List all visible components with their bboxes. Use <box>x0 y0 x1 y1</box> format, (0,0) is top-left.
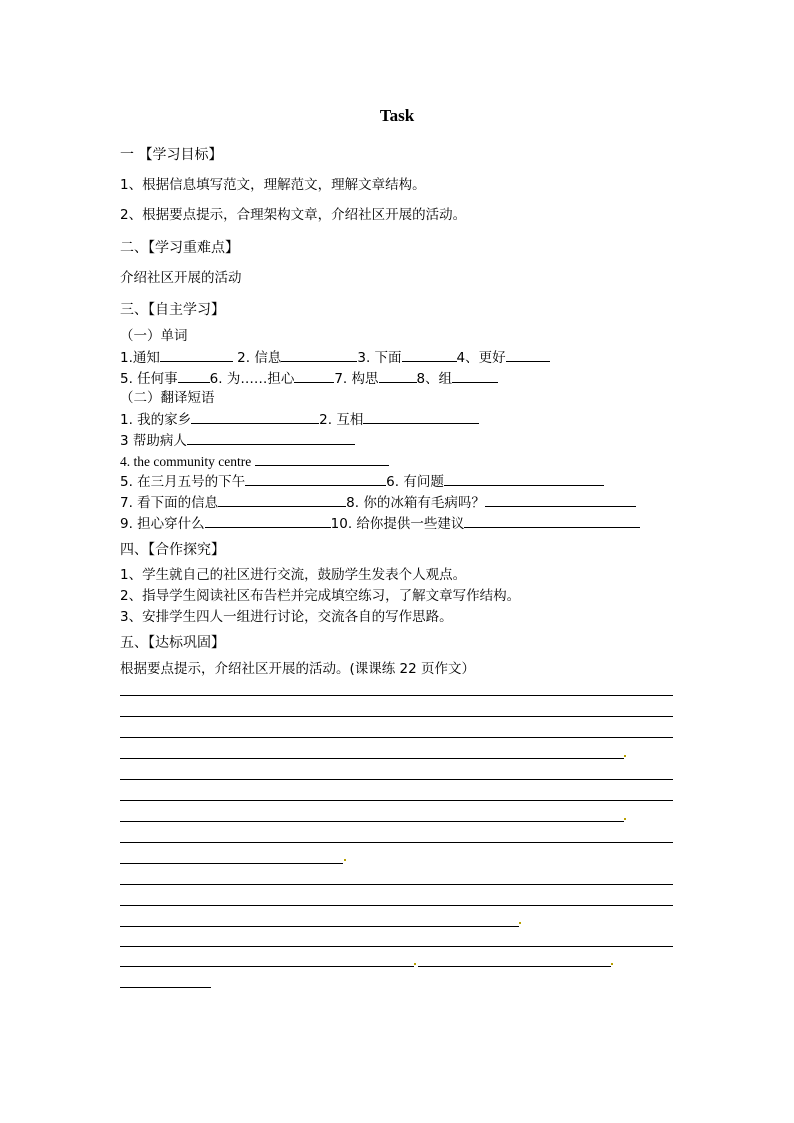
phrase-row <box>120 513 640 534</box>
answer-blank[interactable] <box>160 347 233 362</box>
answer-blank[interactable] <box>255 451 389 466</box>
word-prompt: 3. 下面 <box>357 350 402 366</box>
stray-mark <box>624 818 626 820</box>
answer-blank[interactable] <box>506 347 550 362</box>
answer-blank[interactable] <box>191 409 319 424</box>
subsection-phrases: （二）翻译短语 <box>120 390 215 406</box>
objective-1: 1、根据信息填写范文，理解范文，理解文章结构。 <box>120 177 426 193</box>
section-2-heading: 二、【学习重难点】 <box>120 240 239 256</box>
word-prompt: 4、更好 <box>456 350 506 366</box>
writing-line[interactable] <box>120 987 211 988</box>
phrase-row <box>120 430 355 451</box>
phrase-prompt: 7. 看下面的信息 <box>120 495 219 511</box>
answer-blank[interactable] <box>444 471 604 486</box>
answer-blank[interactable] <box>294 368 334 383</box>
writing-line[interactable] <box>418 966 611 967</box>
word-prompt: 2. 信息 <box>232 350 282 366</box>
stray-mark <box>344 859 346 861</box>
answer-blank[interactable] <box>218 492 346 507</box>
stray-mark <box>624 755 626 757</box>
word-prompt: 6. 为……担心 <box>209 371 295 387</box>
writing-line[interactable] <box>120 800 673 801</box>
answer-blank[interactable] <box>205 513 331 528</box>
writing-line[interactable] <box>120 842 673 843</box>
activity-3: 3、安排学生四人一组进行讨论，交流各自的写作思路。 <box>120 609 453 625</box>
answer-blank[interactable] <box>187 430 355 445</box>
key-point: 介绍社区开展的活动 <box>120 270 242 286</box>
answer-blank[interactable] <box>402 347 457 362</box>
phrase-prompt: 8. 你的冰箱有毛病吗？ <box>346 495 485 511</box>
answer-blank[interactable] <box>485 492 636 507</box>
words-row-2 <box>120 368 498 389</box>
writing-line[interactable] <box>120 946 673 947</box>
phrase-row <box>120 451 389 472</box>
activity-2: 2、指导学生阅读社区布告栏并完成填空练习，了解文章写作结构。 <box>120 588 521 604</box>
words-row-1 <box>120 347 550 368</box>
activity-1: 1、学生就自己的社区进行交流，鼓励学生发表个人观点。 <box>120 567 467 583</box>
writing-line[interactable] <box>120 737 673 738</box>
phrase-prompt: 4. the community centre <box>120 454 255 469</box>
answer-blank[interactable] <box>379 368 417 383</box>
answer-blank[interactable] <box>178 368 210 383</box>
stray-mark <box>611 963 613 965</box>
phrase-prompt: 9. 担心穿什么 <box>120 516 205 532</box>
section-4-heading: 四、【合作探究】 <box>120 542 225 558</box>
answer-blank[interactable] <box>464 513 640 528</box>
writing-line[interactable] <box>120 695 673 696</box>
writing-line[interactable] <box>120 926 519 927</box>
writing-line[interactable] <box>120 821 624 822</box>
writing-line[interactable] <box>120 905 673 906</box>
phrase-prompt: 2. 互相 <box>319 412 364 428</box>
writing-line[interactable] <box>120 884 673 885</box>
word-prompt: 5. 任何事 <box>120 371 178 387</box>
section-1-heading: 一 【学习目标】 <box>120 147 223 163</box>
stray-mark <box>519 922 521 924</box>
writing-line[interactable] <box>120 966 414 967</box>
phrase-prompt: 5. 在三月五号的下午 <box>120 474 246 490</box>
writing-line[interactable] <box>120 716 673 717</box>
writing-prompt: 根据要点提示，介绍社区开展的活动。(课课练 22 页作文） <box>120 661 476 677</box>
answer-blank[interactable] <box>281 347 357 362</box>
answer-blank[interactable] <box>452 368 498 383</box>
section-5-heading: 五、【达标巩固】 <box>120 635 225 651</box>
answer-blank[interactable] <box>245 471 386 486</box>
phrase-prompt: 6. 有问题 <box>386 474 444 490</box>
phrase-row <box>120 471 604 492</box>
writing-line[interactable] <box>120 779 673 780</box>
writing-line[interactable] <box>120 758 624 759</box>
word-prompt: 1.通知 <box>120 350 160 366</box>
word-prompt: 7. 构思 <box>334 371 379 387</box>
phrase-prompt: 1. 我的家乡 <box>120 412 192 428</box>
phrase-row <box>120 492 636 513</box>
phrase-prompt: 10. 给你提供一些建议 <box>330 516 465 532</box>
answer-blank[interactable] <box>363 409 479 424</box>
section-3-heading: 三、【自主学习】 <box>120 302 225 318</box>
writing-line[interactable] <box>120 863 343 864</box>
phrase-row <box>120 409 479 430</box>
objective-2: 2、根据要点提示，合理架构文章，介绍社区开展的活动。 <box>120 207 467 223</box>
stray-mark <box>414 963 416 965</box>
phrase-prompt: 3 帮助病人 <box>120 433 187 449</box>
word-prompt: 8、组 <box>416 371 453 387</box>
subsection-words: （一）单词 <box>120 328 188 344</box>
page-title: Task <box>379 106 415 125</box>
